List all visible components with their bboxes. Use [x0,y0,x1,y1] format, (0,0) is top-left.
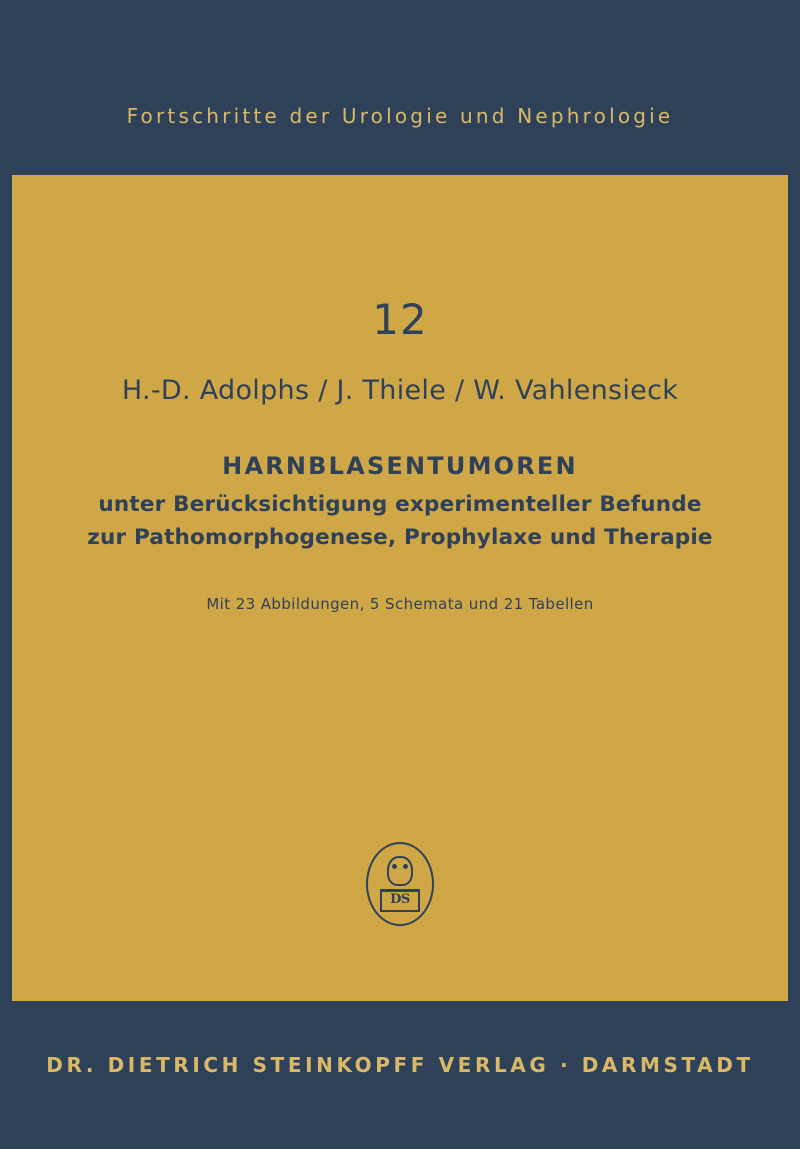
authors-line: H.-D. Adolphs / J. Thiele / W. Vahlensieck [121,375,679,406]
series-title: Fortschritte der Urologie und Nephrologie [126,104,674,128]
publisher-name: DR. DIETRICH STEINKOPFF VERLAG · DARMSTADT [46,1053,754,1077]
owl-eye-right-icon [403,864,408,869]
cover-frame-right [788,0,800,1149]
publisher-owl-logo-icon [360,842,440,926]
figures-note: Mit 23 Abbildungen, 5 Schemata und 21 Tabellen [206,595,594,613]
owl-body-icon [387,856,413,886]
book-subtitle: unter Berücksichtigung experimenteller Befunde zur Pathomorphogenese, Prophylaxe und Therapie [87,492,713,550]
cover-frame-top [0,0,800,175]
cover-frame-left [0,0,12,1149]
book-main-title: HARNBLASENTUMOREN [222,452,578,480]
owl-eye-left-icon [392,864,397,869]
logo-monogram: DS [390,892,410,907]
volume-number: 12 [372,295,428,344]
